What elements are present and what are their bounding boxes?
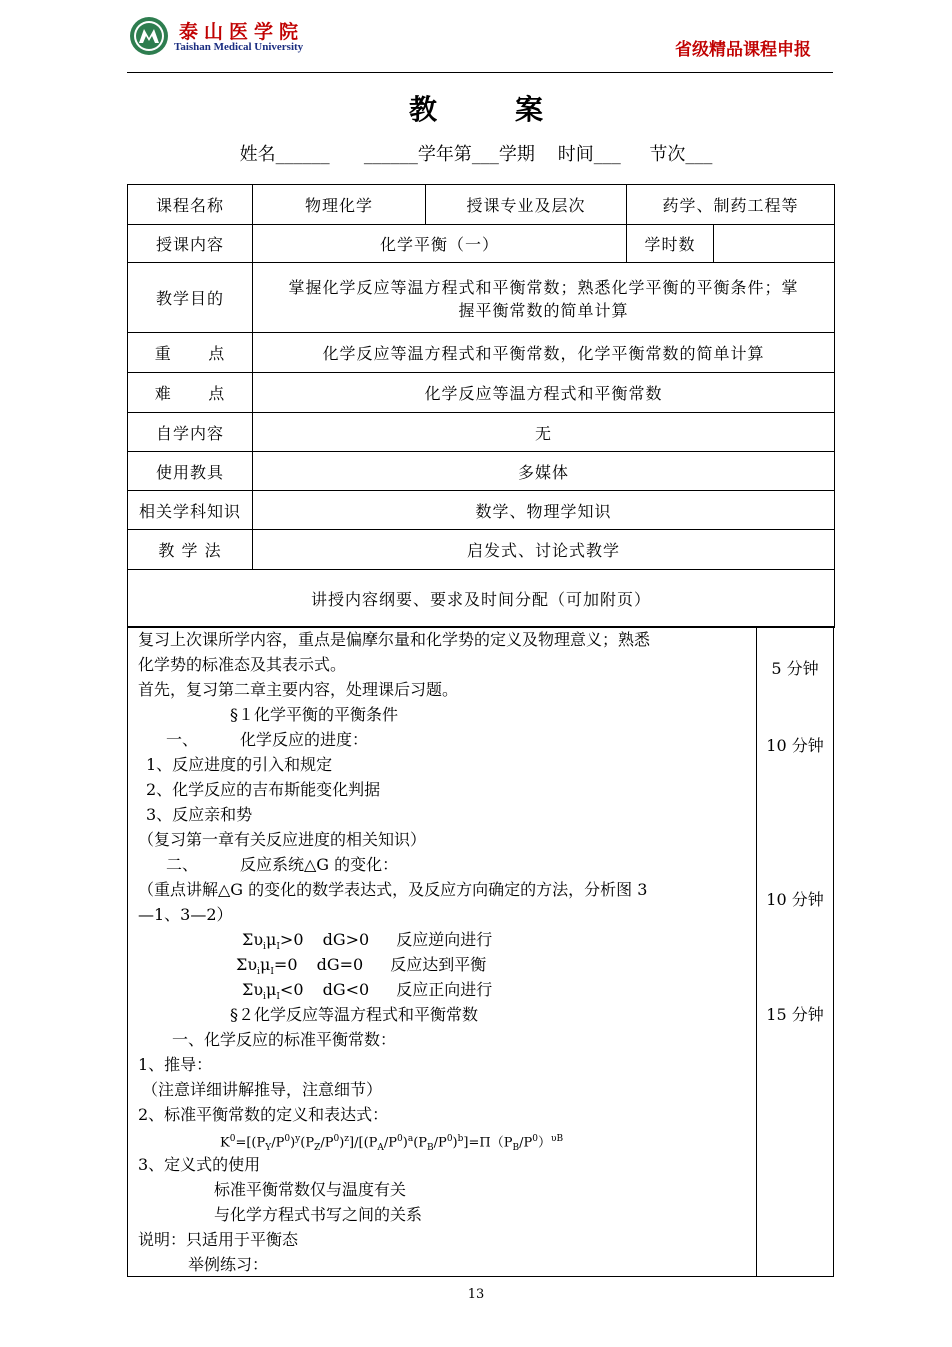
content-line: 化学反应的进度： <box>240 730 369 749</box>
formula-part: /P <box>383 1135 398 1151</box>
content-line: 反应系统△G 的变化： <box>240 855 399 874</box>
equilibrium-constant-formula <box>220 1129 563 1158</box>
key-label: 重 点 <box>128 333 253 373</box>
formula-part: /P <box>433 1135 447 1151</box>
content-line: 1、反应进度的引入和规定 <box>146 755 333 774</box>
formula-part: 0 <box>532 1134 538 1144</box>
content-line: 二、 <box>166 855 199 874</box>
title-char-2: 案 <box>515 93 544 126</box>
content-line: 一、 <box>166 730 199 749</box>
time-allocation: 10 分钟 <box>766 890 824 909</box>
content-line: §２化学反应等温方程式和平衡常数 <box>230 1005 479 1024</box>
criterion-mu: μ <box>265 980 277 999</box>
criterion-result: 反应逆向进行 <box>396 930 493 949</box>
selfstudy-value: 无 <box>253 413 835 452</box>
content-line: 1、推导： <box>138 1055 213 1074</box>
criterion-sum: Συ <box>236 955 258 974</box>
content-line: 说明：只适用于平衡态 <box>138 1230 299 1249</box>
criterion-dg: dG=0 <box>316 955 364 974</box>
formula-part: (P <box>413 1135 428 1151</box>
formula-part: a <box>407 1134 414 1144</box>
difficulty-value: 化学反应等温方程式和平衡常数 <box>253 373 835 413</box>
university-name-en: Taishan Medical University <box>174 41 304 53</box>
method-label: 教 学 法 <box>128 530 253 570</box>
formula-part: 0 <box>284 1134 291 1144</box>
content-line: 3、反应亲和势 <box>146 805 253 824</box>
content-line: 2、标准平衡常数的定义和表达式： <box>138 1105 389 1124</box>
time-allocation: 10 分钟 <box>766 736 824 755</box>
content-line: §１化学平衡的平衡条件 <box>230 705 399 724</box>
criterion-sum: Συ <box>242 930 264 949</box>
content-line: —1、3—2） <box>138 905 233 924</box>
content-line: 首先，复习第二章主要内容，处理课后习题。 <box>138 680 459 699</box>
criterion-sub-i: i <box>263 992 266 1003</box>
formula-part: K <box>220 1135 230 1151</box>
major-label: 授课专业及层次 <box>426 185 627 225</box>
major-value: 药学、制药工程等 <box>627 185 835 225</box>
content-label: 授课内容 <box>128 225 253 263</box>
objective-label: 教学目的 <box>128 263 253 333</box>
criterion-sub-I: I <box>276 942 280 953</box>
criterion-row <box>236 955 486 982</box>
criterion-sub-i: i <box>257 967 260 978</box>
criterion-sub-I: I <box>270 967 274 978</box>
university-seal-icon <box>129 16 169 56</box>
formula-part: ) <box>290 1135 296 1151</box>
document-title <box>0 88 952 128</box>
key-value: 化学反应等温方程式和平衡常数，化学平衡常数的简单计算 <box>253 333 835 373</box>
formula-part: ]/[(P <box>349 1135 378 1151</box>
selfstudy-label: 自学内容 <box>128 413 253 452</box>
formula-part: y <box>295 1134 301 1144</box>
tools-value: 多媒体 <box>253 452 835 491</box>
formula-part: 0 <box>229 1134 236 1144</box>
method-value: 启发式、讨论式教学 <box>253 530 835 570</box>
page-header <box>127 12 833 73</box>
formula-part: B <box>512 1142 520 1153</box>
criterion-row <box>242 980 492 1007</box>
lesson-content <box>127 626 834 1277</box>
content-line: 与化学方程式书写之间的关系 <box>214 1205 423 1224</box>
difficulty-label: 难 点 <box>128 373 253 413</box>
lesson-info-table <box>127 184 835 628</box>
formula-part: A <box>377 1142 384 1153</box>
time-allocation: 5 分钟 <box>771 659 819 678</box>
criterion-mu: μ <box>259 955 271 974</box>
criterion-row <box>242 930 492 957</box>
content-line: 3、定义式的使用 <box>138 1155 261 1174</box>
formula-part: ) <box>402 1135 408 1151</box>
formula-part: ） <box>537 1135 551 1151</box>
criterion-sub-i: i <box>263 942 266 953</box>
formula-part: ]=Π（P <box>463 1135 513 1151</box>
formula-part: ) <box>339 1135 345 1151</box>
formula-part: 0 <box>397 1134 403 1144</box>
related-value: 数学、物理学知识 <box>253 491 835 530</box>
objective-line-1: 掌握化学反应等温方程式和平衡常数；熟悉化学平衡的平衡条件；掌 <box>288 277 799 297</box>
content-line: 2、化学反应的吉布斯能变化判据 <box>146 780 381 799</box>
hours-label: 学时数 <box>627 225 714 263</box>
related-label: 相关学科知识 <box>128 491 253 530</box>
formula-part: Z <box>314 1142 321 1153</box>
course-name-label: 课程名称 <box>128 185 253 225</box>
content-line: 举例练习： <box>188 1255 269 1274</box>
formula-part: B <box>427 1142 434 1153</box>
formula-part: (P <box>300 1135 315 1151</box>
formula-part: =[(P <box>235 1135 266 1151</box>
application-label: 省级精品课程申报 <box>675 40 811 60</box>
criterion-rel: >0 <box>279 930 304 949</box>
content-value: 化学平衡（一） <box>253 225 627 263</box>
objective-line-2: 握平衡常数的简单计算 <box>458 300 629 320</box>
objective-value <box>253 263 835 333</box>
criterion-result: 反应正向进行 <box>396 980 493 999</box>
formula-part: /P <box>271 1135 285 1151</box>
content-line: （重点讲解△G 的变化的数学表达式，及反应方向确定的方法，分析图 3 <box>138 880 648 899</box>
criterion-mu: μ <box>265 930 277 949</box>
formula-part: /P <box>519 1135 533 1151</box>
formula-part: b <box>457 1134 464 1144</box>
content-line: 复习上次课所学内容，重点是偏摩尔量和化学势的定义及物理意义；熟悉 <box>138 630 651 649</box>
criterion-result: 反应达到平衡 <box>390 955 487 974</box>
outline-title: 讲授内容纲要、要求及时间分配（可加附页） <box>128 570 835 628</box>
formula-part: υB <box>550 1134 564 1144</box>
criterion-sum: Συ <box>242 980 264 999</box>
content-line: 标准平衡常数仅与温度有关 <box>214 1180 407 1199</box>
formula-part: 0 <box>333 1134 340 1144</box>
formula-part: Y <box>265 1142 272 1153</box>
tools-label: 使用教具 <box>128 452 253 491</box>
content-line: （复习第一章有关反应进度的相关知识） <box>138 830 427 849</box>
formula-part: /P <box>320 1135 334 1151</box>
title-char-1: 教 <box>408 93 437 126</box>
info-line: 姓名______ ______学年第___学期 时间___ 节次___ <box>239 144 713 165</box>
criterion-rel: <0 <box>279 980 304 999</box>
content-line: 一、化学反应的标准平衡常数： <box>172 1030 397 1049</box>
criterion-dg: dG>0 <box>322 930 370 949</box>
criterion-dg: dG<0 <box>322 980 370 999</box>
time-column-divider <box>756 627 757 1276</box>
time-allocation: 15 分钟 <box>766 1005 824 1024</box>
content-line: 化学势的标准态及其表示式。 <box>138 655 347 674</box>
content-line: （注意详细讲解推导，注意细节） <box>142 1080 383 1099</box>
formula-part: 0 <box>446 1134 453 1144</box>
hours-value <box>714 225 835 263</box>
course-name: 物理化学 <box>253 185 426 225</box>
formula-part: ) <box>452 1135 458 1151</box>
criterion-sub-I: I <box>276 992 280 1003</box>
page-number: 13 <box>467 1287 485 1302</box>
formula-part: z <box>344 1134 350 1144</box>
criterion-rel: =0 <box>273 955 298 974</box>
university-name-cn: 泰山医学院 <box>179 21 305 43</box>
